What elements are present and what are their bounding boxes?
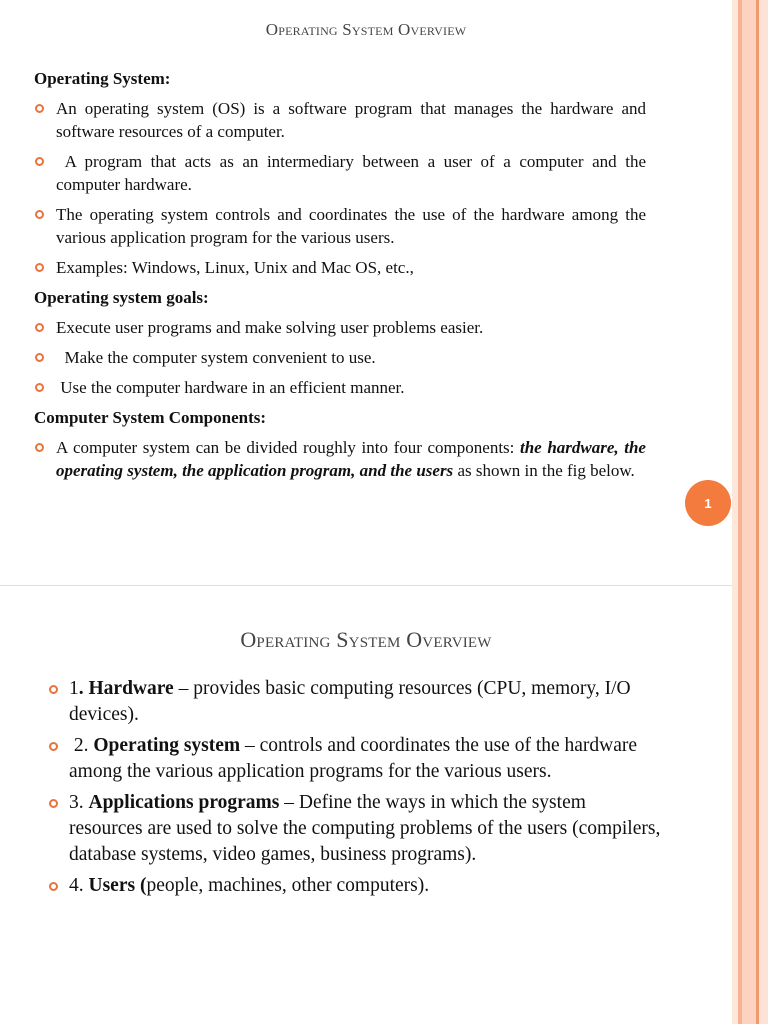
bullet-circle-icon xyxy=(49,685,58,694)
bullet-circle-icon xyxy=(35,323,44,332)
bullet-number: 2. xyxy=(73,735,94,756)
bullet-item xyxy=(48,873,664,899)
bullet-text: – controls and coordinates the use of the hardware among the various application programs for the various users. xyxy=(69,735,638,782)
bullet-term: Operating system xyxy=(93,735,241,756)
bullet-item xyxy=(34,346,646,369)
slide-title: Operating System Overview xyxy=(240,627,492,652)
bullet-item xyxy=(34,256,646,279)
section-heading: Operating system goals: xyxy=(34,288,209,307)
bullet-item xyxy=(48,790,664,868)
bullet-text: – Define the ways in which the system resources are used to solve the computing problems of the users (compilers, database systems, video games, business programs). xyxy=(69,792,661,865)
stripe xyxy=(742,0,756,1024)
bullet-item xyxy=(48,733,664,785)
bullet-circle-icon xyxy=(35,383,44,392)
slide-content xyxy=(34,67,646,489)
section-heading: Operating System: xyxy=(34,69,171,88)
bullet-circle-icon xyxy=(35,263,44,272)
bullet-text: The operating system controls and coordinates the use of the hardware among the various application program for the various users. xyxy=(56,205,646,247)
bullet-circle-icon xyxy=(35,443,44,452)
bullet-item xyxy=(34,203,646,249)
bullet-text: people, machines, other computers). xyxy=(146,875,430,896)
bullet-item xyxy=(34,376,646,399)
bullet-text: An operating system (OS) is a software program that manages the hardware and software resources of a computer. xyxy=(56,99,646,141)
slide-content xyxy=(48,676,664,904)
emphasis-text: the hardware, the operating system, the application program, and the users xyxy=(56,438,646,480)
bullet-item xyxy=(48,676,664,728)
bullet-text: Examples: Windows, Linux, Unix and Mac OS, etc., xyxy=(56,258,414,277)
bullet-term: Users ( xyxy=(88,875,147,896)
section-heading: Computer System Components: xyxy=(34,408,267,427)
bullet-text: Make the computer system convenient to use. xyxy=(64,348,376,367)
bullet-number: 4. xyxy=(69,875,89,896)
bullet-item xyxy=(34,150,646,196)
bullet-item xyxy=(34,316,646,339)
page-number-badge: 1 xyxy=(685,480,731,526)
slide-2 xyxy=(0,585,732,1024)
stripe xyxy=(759,0,768,1024)
bullet-text: – provides basic computing resources (CPU, memory, I/O devices). xyxy=(69,678,631,725)
bullet-circle-icon xyxy=(35,157,44,166)
bullet-item xyxy=(34,97,646,143)
bullet-circle-icon xyxy=(49,799,58,808)
bullet-text: A computer system can be divided roughly into four components: xyxy=(56,438,520,457)
bullet-number: 1 xyxy=(69,678,79,699)
bullet-circle-icon xyxy=(49,742,58,751)
bullet-term: . Hardware xyxy=(78,678,174,699)
bullet-text: A program that acts as an intermediary between a user of a computer and the computer hardware. xyxy=(56,152,646,194)
decorative-stripes xyxy=(732,0,768,1024)
bullet-circle-icon xyxy=(35,104,44,113)
bullet-item xyxy=(34,436,646,482)
bullet-text: Use the computer hardware in an efficient manner. xyxy=(60,378,405,397)
slide-title: Operating System Overview xyxy=(265,20,467,39)
bullet-text: Execute user programs and make solving user problems easier. xyxy=(56,318,484,337)
bullet-circle-icon xyxy=(35,353,44,362)
bullet-circle-icon xyxy=(35,210,44,219)
bullet-circle-icon xyxy=(49,882,58,891)
bullet-number: 3. xyxy=(69,792,89,813)
bullet-term: Applications programs xyxy=(88,792,280,813)
bullet-text: as shown in the fig below. xyxy=(453,461,635,480)
